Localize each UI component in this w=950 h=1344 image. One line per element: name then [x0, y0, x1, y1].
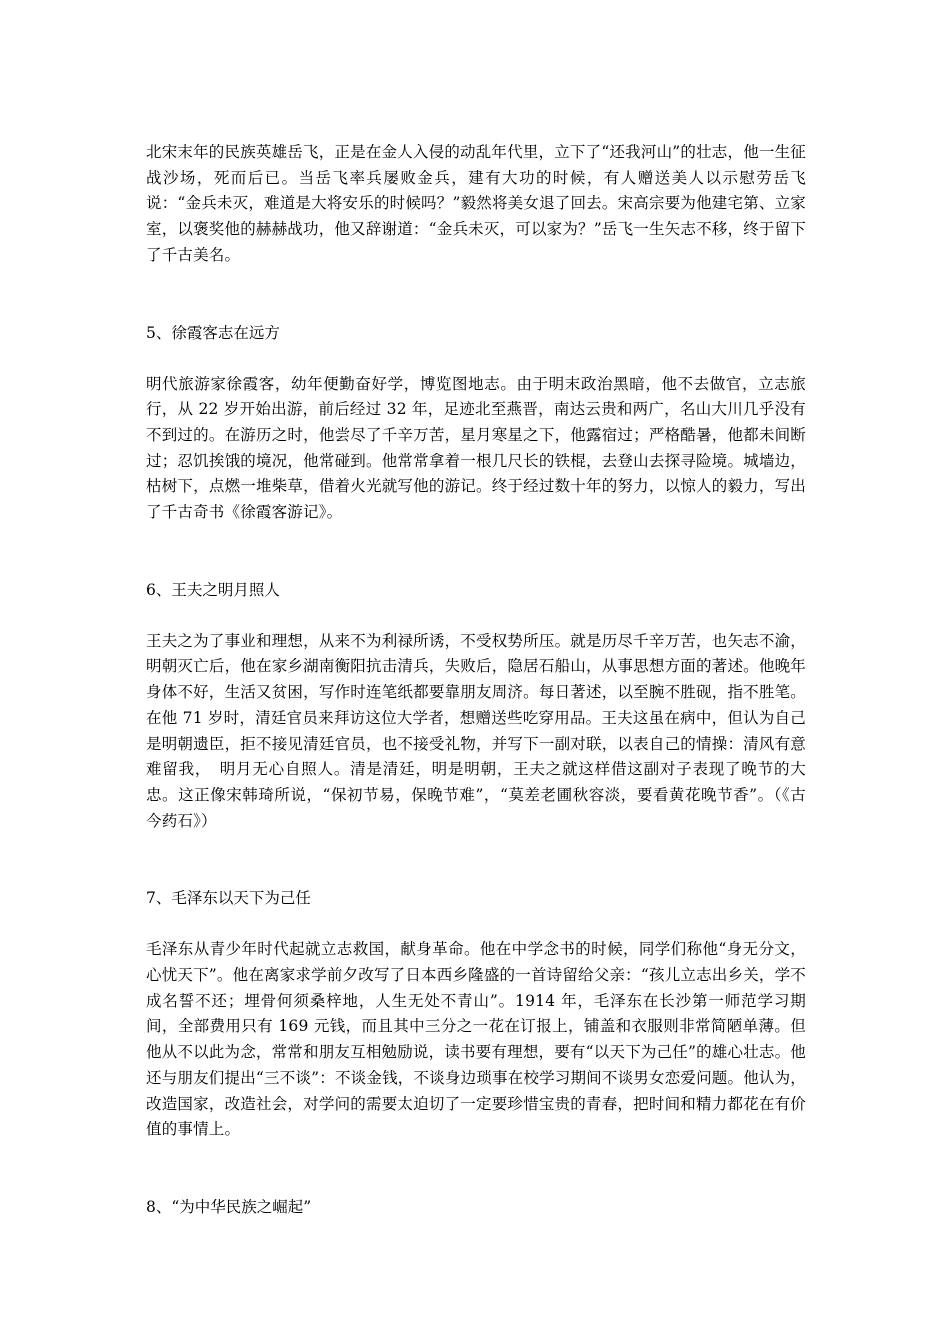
heading-rise-of-china: 8、“为中华民族之崛起” — [146, 1197, 312, 1216]
heading-xu-xiake: 5、徐霞客志在远方 — [146, 323, 280, 342]
document-page — [146, 140, 806, 1220]
heading-mao-zedong: 7、毛泽东以天下为己任 — [146, 889, 311, 908]
heading-wang-fuzhi: 6、王夫之明月照人 — [146, 580, 280, 599]
paragraph-mao-zedong: 毛泽东从青少年时代起就立志救国，献身革命。他在中学念书的时候，同学们称他“身无分文，心忧天下”。他在离家求学前夕改写了日本西乡隆盛的一首诗留给父亲：“孩儿立志出乡关，学不成名誓不还；埋骨何须桑梓地，人生无处不青山”。1914 年，毛泽东在长沙第一师范学习期间，全部费用只有 169 元钱，而且其中三分之一花在订报上，铺盖和衣服则非常简陋单薄。但他从不以此为念，常常和朋友互相勉励说，读书要有理想，要有“以天下为己任”的雄心壮志。他还与朋友们提出“三不谈”：不谈金钱，不谈身边琐事在校学习期间不谈男女恋爱问题。他认为，改造国家，改造社会，对学问的需要太迫切了一定要珍惜宝贵的青春，把时间和精力都花在有价值的事情上。 — [146, 940, 806, 1139]
paragraph-xu-xiake: 明代旅游家徐霞客，幼年便勤奋好学，博览图地志。由于明末政治黑暗，他不去做官，立志旅行，从 22 岁开始出游，前后经过 32 年，足迹北至燕晋，南达云贵和两广，名山大川几乎没有不到过的。在游历之时，他尝尽了千辛万苦，星月寒星之下，他露宿过；严格酷暑，他都未间断过；忍饥挨饿的境况，他常碰到。他常常拿着一根几尺长的铁棍，去登山去探寻险境。城墙边，枯树下，点燃一堆柴草，借着火光就写他的游记。终于经过数十年的努力，以惊人的毅力，写出了千古奇书《徐霞客游记》。 — [146, 374, 806, 522]
paragraph-yue-fei: 北宋末年的民族英雄岳飞，正是在金人入侵的动乱年代里，立下了“还我河山”的壮志，他一生征战沙场，死而后已。当岳飞率兵屡败金兵，建有大功的时候，有人赠送美人以示慰劳岳飞说：“金兵未灭，难道是大将安乐的时候吗？”毅然将美女退了回去。宋高宗要为他建宅第、立家室，以褒奖他的赫赫战功，他又辞谢道：“金兵未灭，可以家为？”岳飞一生矢志不移，终于留下了千古美名。 — [146, 143, 806, 264]
paragraph-wang-fuzhi: 王夫之为了事业和理想，从来不为利禄所诱，不受权势所压。就是历尽千辛万苦，也矢志不渝，明朝灭亡后，他在家乡湖南衡阳抗击清兵，失败后，隐居石船山，从事思想方面的著述。他晚年身体不好，生活又贫困，写作时连笔纸都要靠朋友周济。每日著述，以至腕不胜砚，指不胜笔。在他 71 岁时，清廷官员来拜访这位大学者，想赠送些吃穿用品。王夫这虽在病中，但认为自己是明朝遗臣，拒不接见清廷官员，也不接受礼物，并写下一副对联，以表自己的情操：清风有意难留我， 明月无心自照人。清是清廷，明是明朝，王夫之就这样借这副对子表现了晚节的大忠。这正像宋韩琦所说，“保初节易，保晚节难”，“莫差老圃秋容淡，要看黄花晚节香”。（《古今药石》） — [146, 631, 806, 830]
